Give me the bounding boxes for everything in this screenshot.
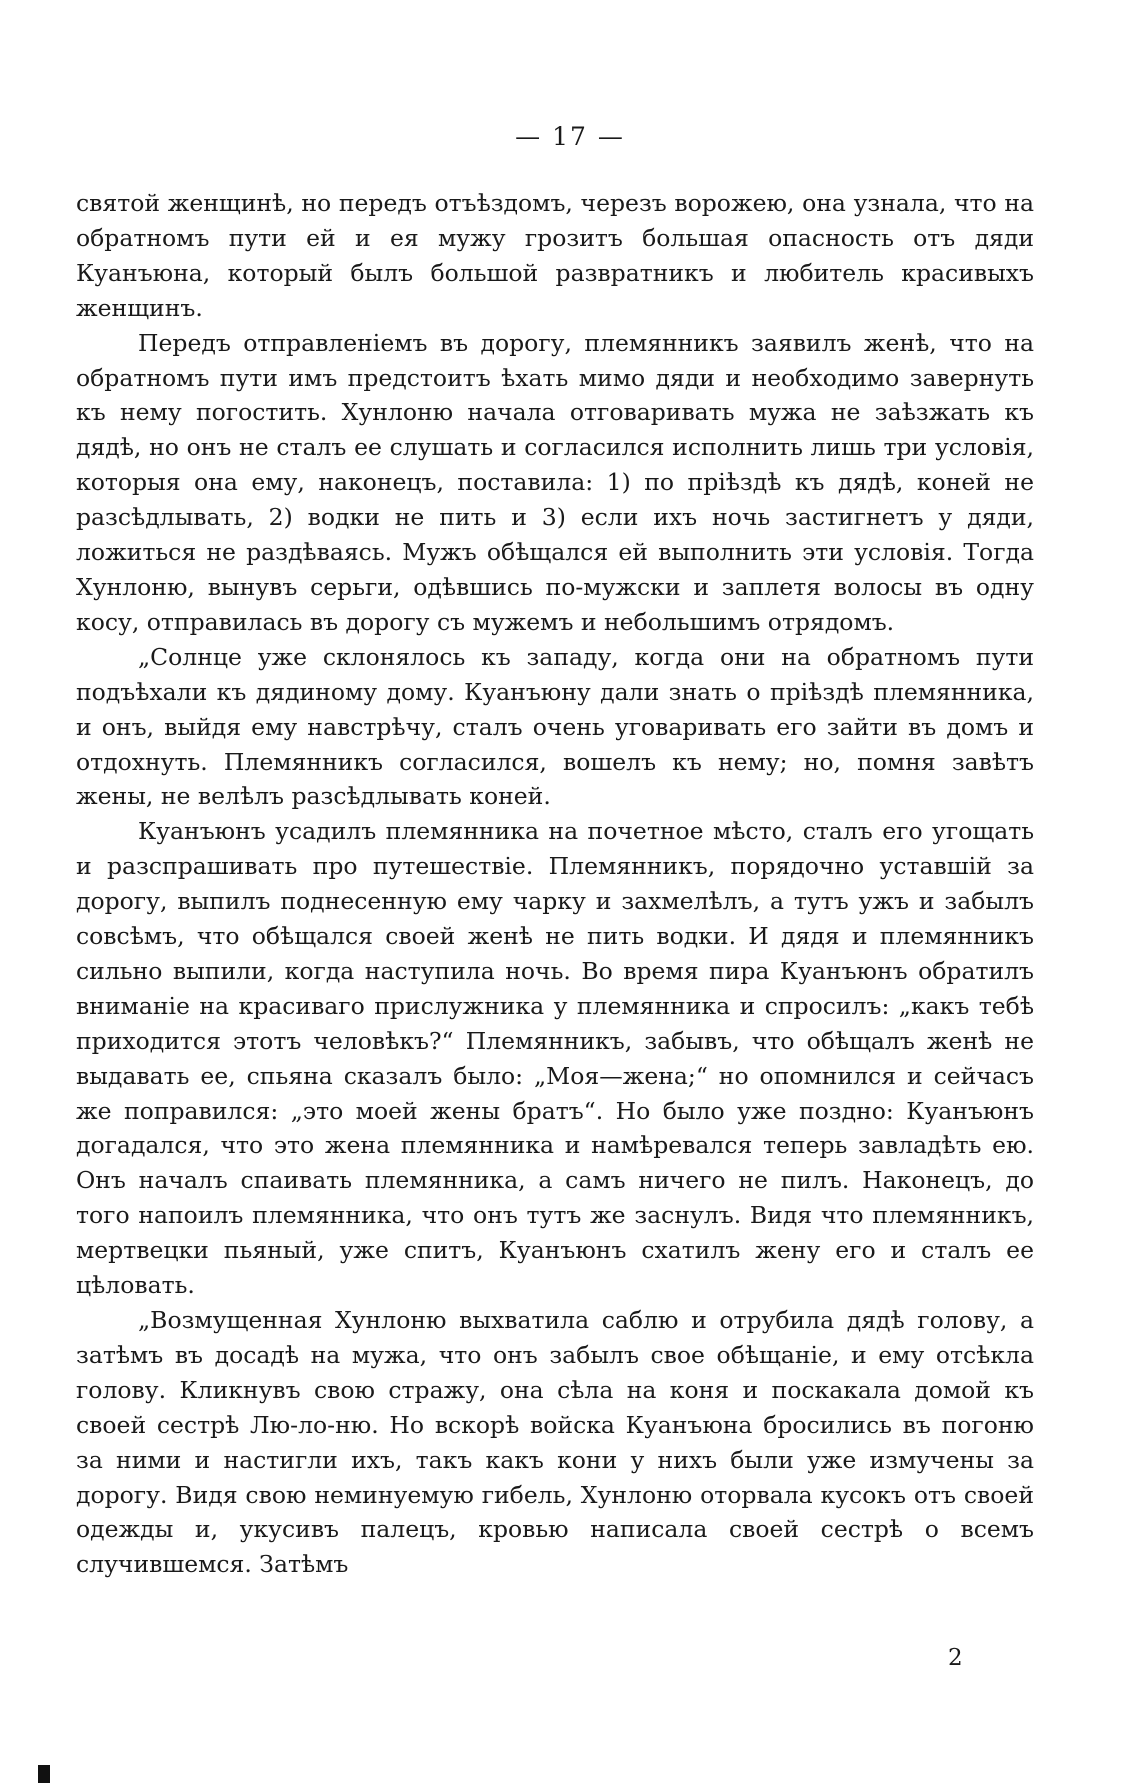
page-number: — 17 —	[515, 122, 625, 151]
paragraph-4: Куанъюнъ усадилъ племянника на почетное мѣсто, сталъ его угощать и разспрашивать про путешествіе. Племянникъ, порядочно уставшій за дорогу, выпилъ поднесенную ему чарку и захмелѣлъ, а тутъ ужъ и забылъ совсѣмъ, что обѣщался своей женѣ не пить водки. И дядя и племянникъ сильно выпили, когда наступила ночь. Во время пира Куанъюнъ обратилъ вниманіе на красиваго прислужника у племянника и спросилъ: „какъ тебѣ приходится этотъ человѣкъ?“ Племянникъ, забывъ, что обѣщалъ женѣ не выдавать ее, спьяна сказалъ было: „Моя—жена;“ но опомнился и сейчасъ же поправился: „это моей жены братъ“. Но было уже поздно: Куанъюнъ догадался, что это жена племянника и намѣревался теперь завладѣть ею. Онъ началъ спаивать племянника, а самъ ничего не пилъ. Наконецъ, до того напоилъ племянника, что онъ тутъ же заснулъ. Видя что племянникъ, мертвецки пьяный, уже спитъ, Куанъюнъ схатилъ жену его и сталъ ее цѣловать.	[76, 817, 1034, 1300]
body-text	[76, 186, 1034, 1582]
paragraph-5: „Возмущенная Хунлоню выхватила саблю и отрубила дядѣ голову, а затѣмъ въ досадѣ на мужа, что онъ забылъ свое обѣщаніе, и ему отсѣкла голову. Кликнувъ свою стражу, она сѣла на коня и поскакала домой къ своей сестрѣ Лю-ло-ню. Но вскорѣ войска Куанъюна бросились въ погоню за ними и настигли ихъ, такъ какъ кони у нихъ были уже измучены за дорогу. Видя свою неминуемую гибель, Хунлоню оторвала кусокъ отъ своей одежды и, укусивъ палецъ, кровью написала своей сестрѣ о всемъ случившемся. Затѣмъ	[76, 1306, 1034, 1579]
paragraph-1: святой женщинѣ, но передъ отъѣздомъ, черезъ ворожею, она узнала, что на обратномъ пути ей и ея мужу грозитъ большая опасность отъ дяди Куанъюна, который былъ большой развратникъ и любитель красивыхъ женщинъ.	[76, 189, 1034, 322]
paragraph-2: Передъ отправленіемъ въ дорогу, племянникъ заявилъ женѣ, что на обратномъ пути имъ предстоитъ ѣхать мимо дяди и необходимо завернуть къ нему погостить. Хунлоню начала отговаривать мужа не заѣзжать къ дядѣ, но онъ не сталъ ее слушать и согласился исполнить лишь три условія, которыя она ему, наконецъ, поставила: 1) по пріѣздѣ къ дядѣ, коней не разсѣдлывать, 2) водки не пить и 3) если ихъ ночь застигнетъ у дяди, ложиться не раздѣваясь. Мужъ обѣщался ей выполнить эти условія. Тогда Хунлоню, вынувъ серьги, одѣвшись по-мужски и заплетя волосы въ одну косу, отправилась въ дорогу съ мужемъ и небольшимъ отрядомъ.	[76, 328, 1034, 636]
paragraph-3: „Солнце уже склонялось къ западу, когда они на обратномъ пути подъѣхали къ дядиному дому. Куанъюну дали знать о пріѣздѣ племянника, и онъ, выйдя ему навстрѣчу, сталъ очень уговаривать его зайти въ домъ и отдохнуть. Племянникъ согласился, вошелъ къ нему; но, помня завѣтъ жены, не велѣлъ разсѣдлывать коней.	[76, 642, 1034, 811]
scan-artifact-mark	[38, 1765, 50, 1783]
signature-mark: 2	[948, 1645, 963, 1671]
